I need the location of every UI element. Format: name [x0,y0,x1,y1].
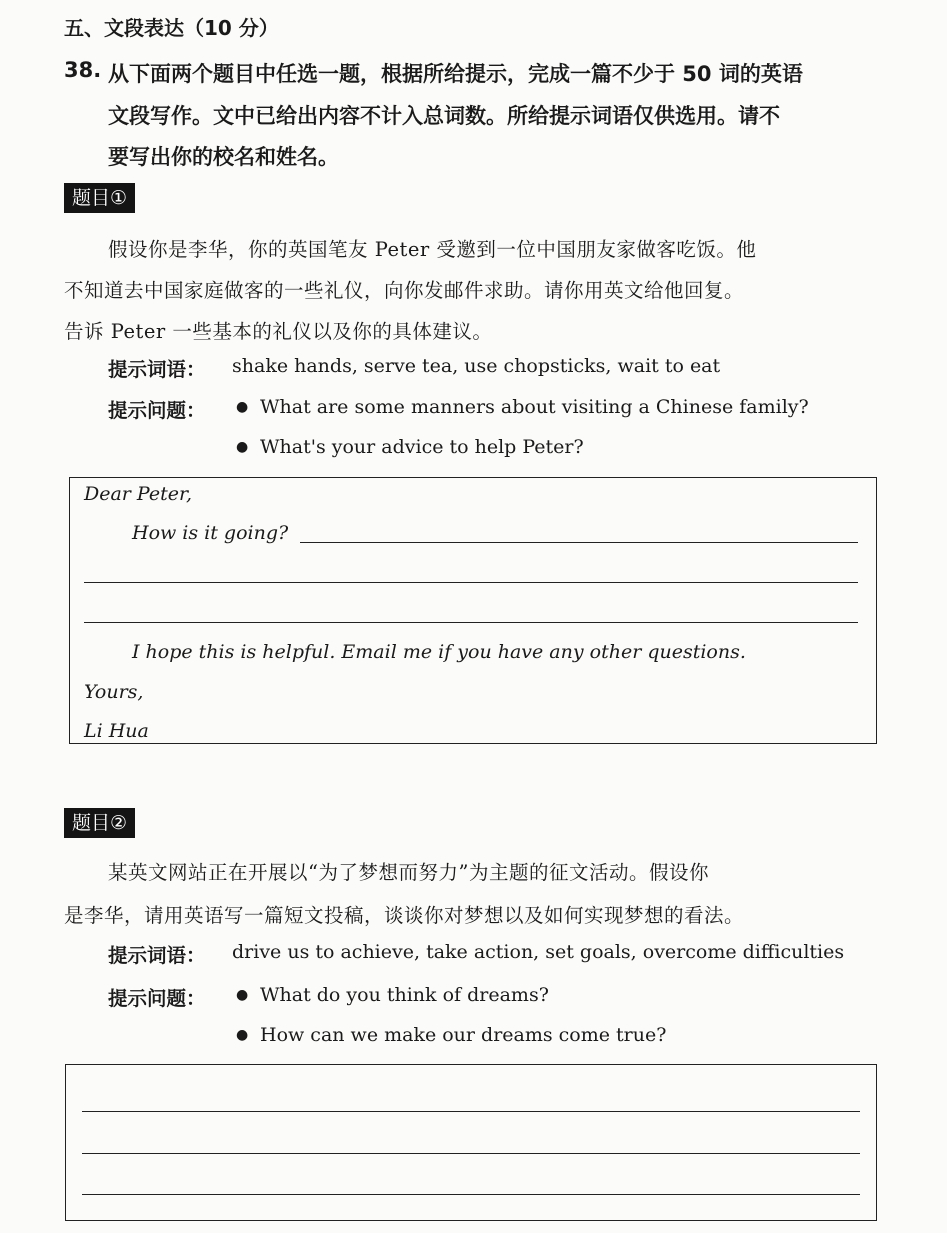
topic-2-answer-box[interactable] [65,1064,877,1221]
section-title: 五、文段表达（10 分） [64,16,279,40]
topic-1-tag: 题目① [64,183,135,213]
answer-line[interactable] [84,582,858,583]
topic-2-hint-question-1: What do you think of dreams? [260,984,549,1006]
letter-signoff: Yours, [84,681,144,703]
answer-line[interactable] [300,542,858,543]
bullet-icon: ● [236,439,249,455]
topic-1-paragraph-line-2: 不知道去中国家庭做客的一些礼仪，向你发邮件求助。请你用英文给他回复。 [64,279,745,302]
letter-opening: How is it going? [132,522,289,544]
topic-2-paragraph-line-2: 是李华，请用英语写一篇短文投稿，谈谈你对梦想以及如何实现梦想的看法。 [64,904,745,927]
question-instruction-line-3: 要写出你的校名和姓名。 [108,145,339,169]
topic-1-hint-words-label: 提示词语： [108,358,206,381]
question-instruction-line-1: 从下面两个题目中任选一题，根据所给提示，完成一篇不少于 50 词的英语 [108,62,803,86]
topic-2-hint-question-2: How can we make our dreams come true? [260,1024,667,1046]
question-instruction-line-2: 文段写作。文中已给出内容不计入总词数。所给提示词语仅供选用。请不 [108,104,780,128]
topic-2-hint-words-label: 提示词语： [108,944,206,967]
answer-line[interactable] [82,1153,860,1154]
topic-2-tag: 题目② [64,808,135,838]
answer-line[interactable] [82,1111,860,1112]
topic-1-hint-question-1: What are some manners about visiting a Chinese family? [260,396,809,418]
topic-1-hint-question-2: What's your advice to help Peter? [260,436,584,458]
bullet-icon: ● [236,399,249,415]
topic-1-hint-words: shake hands, serve tea, use chopsticks, wait to eat [232,355,721,377]
topic-1-hint-questions-label: 提示问题： [108,399,206,422]
letter-greeting: Dear Peter, [84,483,193,505]
topic-2-hint-words: drive us to achieve, take action, set goals, overcome difficulties [232,941,845,963]
answer-line[interactable] [82,1194,860,1195]
topic-2-hint-questions-label: 提示问题： [108,987,206,1010]
topic-1-paragraph-line-3: 告诉 Peter 一些基本的礼仪以及你的具体建议。 [64,320,493,343]
topic-1-answer-box[interactable] [69,477,877,744]
bullet-icon: ● [236,987,249,1003]
answer-line[interactable] [84,622,858,623]
letter-signature: Li Hua [84,720,149,742]
topic-1-paragraph-line-1: 假设你是李华，你的英国笔友 Peter 受邀到一位中国朋友家做客吃饭。他 [108,238,757,261]
bullet-icon: ● [236,1027,249,1043]
question-number: 38. [64,58,102,82]
topic-2-paragraph-line-1: 某英文网站正在开展以“为了梦想而努力”为主题的征文活动。假设你 [108,861,709,884]
letter-closing-line: I hope this is helpful. Email me if you have any other questions. [132,641,746,663]
